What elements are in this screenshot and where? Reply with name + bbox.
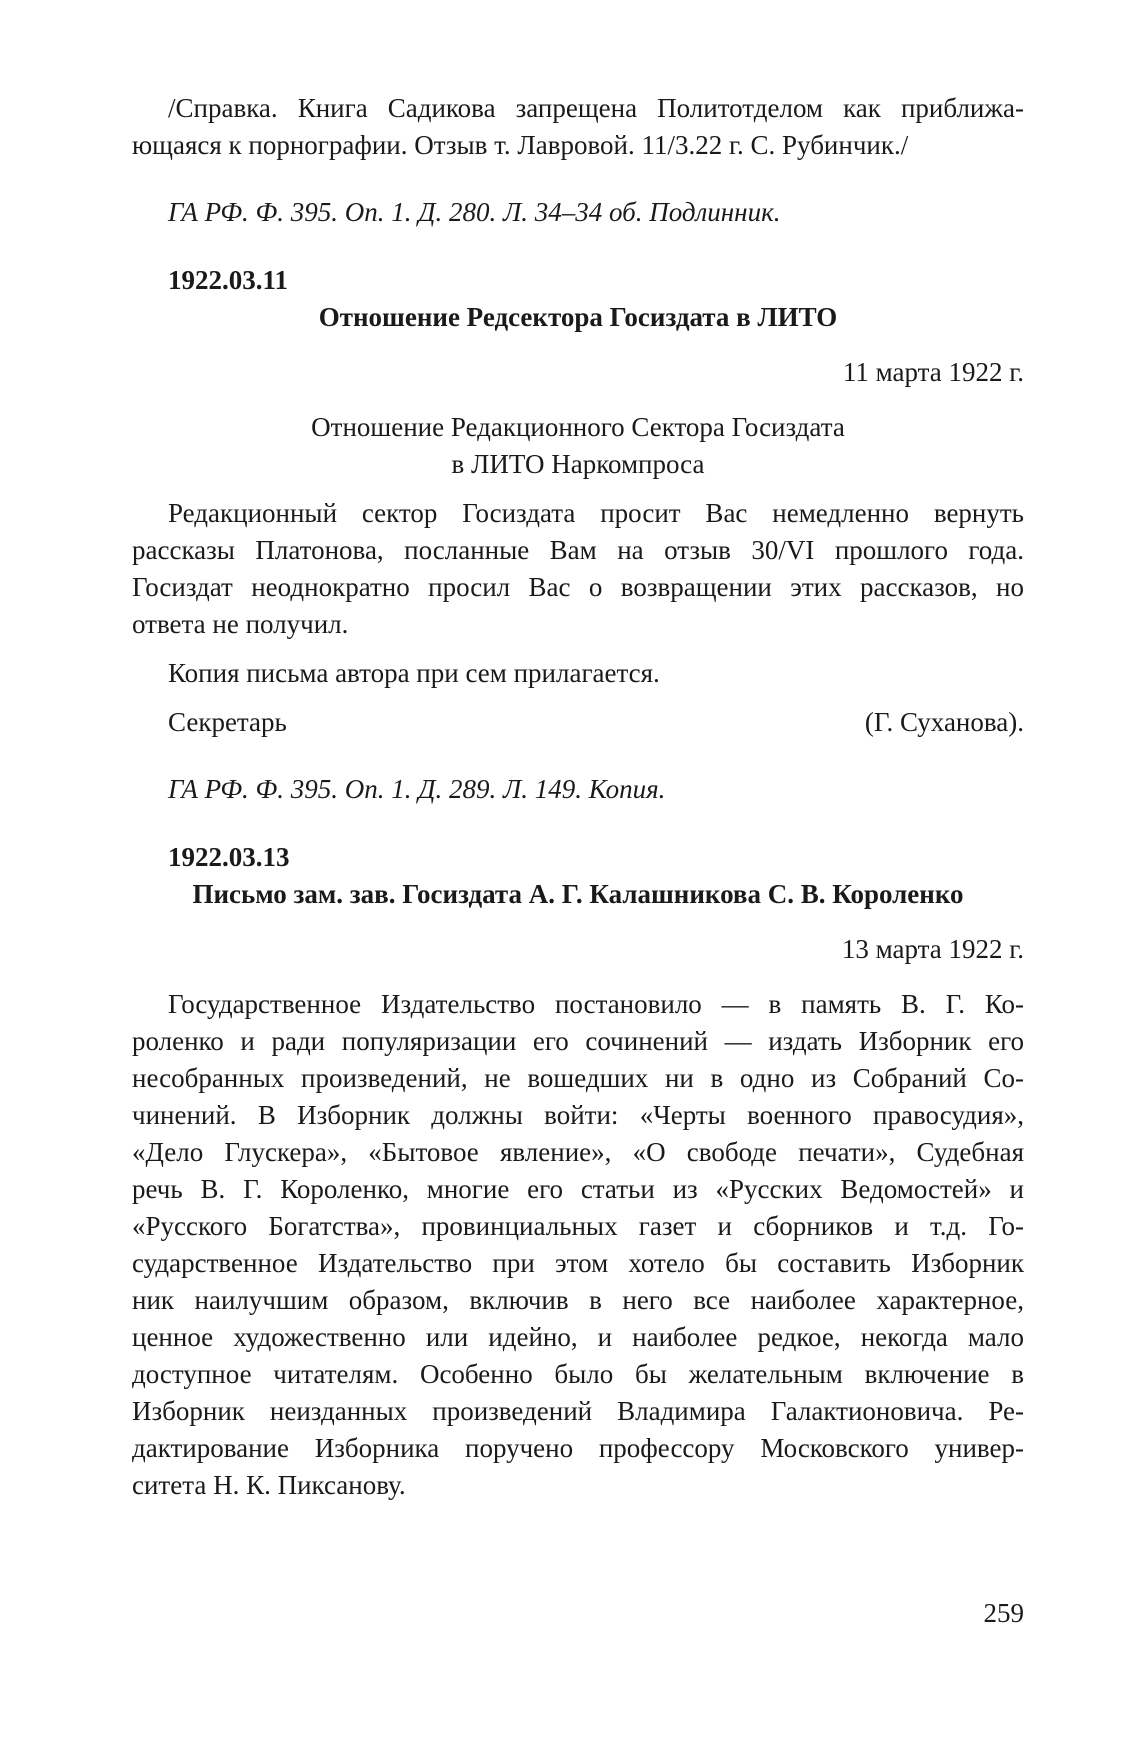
page-number: 259 <box>983 1598 1024 1628</box>
doc2-body-line-5: «Дело Глускера», «Бытовое явление», «О свободе печати», Судебная <box>132 1137 1024 1167</box>
doc1-body-line-2: рассказы Платонова, посланные Вам на отзыв 30/VI прошлого года. <box>132 535 1024 565</box>
doc1-heading-line-1: Отношение Редакционного Сектора Госиздата <box>311 412 845 442</box>
doc2-body-line-1: Государственное Издательство постановило — в память В. Г. Ко- <box>168 989 1024 1019</box>
doc1-source-citation: ГА РФ. Ф. 395. Оп. 1. Д. 289. Л. 149. Копия. <box>168 774 666 804</box>
doc1-body-line-1: Редакционный сектор Госиздата просит Вас немедленно вернуть <box>168 498 1024 528</box>
doc2-body-line-9: ник наилучшим образом, включив в него все наиболее характерное, <box>132 1285 1024 1315</box>
doc2-body-line-2: роленко и ради популяризации его сочинений — издать Изборник его <box>132 1026 1024 1056</box>
doc1-body-line-4: ответа не получил. <box>132 609 349 639</box>
doc1-attachment-note: Копия письма автора при сем прилагается. <box>168 658 660 688</box>
doc1-body-line-3: Госиздат неоднократно просил Вас о возвращении этих рассказов, но <box>132 572 1024 602</box>
doc2-body-line-3: несобранных произведений, не вошедших ни в одно из Собраний Со- <box>132 1063 1024 1093</box>
document-page <box>132 90 1024 1504</box>
doc1-signature <box>132 704 1024 741</box>
doc2-body-line-14: ситета Н. К. Пиксанову. <box>132 1470 406 1500</box>
doc2-body-paragraph <box>132 986 1024 1504</box>
doc2-body-line-7: «Русского Богатства», провинциальных газет и сборников и т.д. Го- <box>132 1211 1024 1241</box>
doc2-title: Письмо зам. зав. Госиздата А. Г. Калашникова С. В. Короленко <box>192 879 964 909</box>
doc1-heading <box>132 409 1024 483</box>
intro-line-1: /Справка. Книга Садикова запрещена Политотделом как приближа- <box>168 93 1024 123</box>
intro-source-citation: ГА РФ. Ф. 395. Оп. 1. Д. 280. Л. 34–34 об. Подлинник. <box>168 197 781 227</box>
doc2-date: 13 марта 1922 г. <box>841 934 1024 964</box>
doc2-body-line-13: дактирование Изборника поручено профессору Московского универ- <box>132 1433 1024 1463</box>
intro-paragraph <box>132 90 1024 164</box>
doc1-signature-name: (Г. Суханова). <box>864 707 1024 737</box>
doc2-body-line-12: Изборник неизданных произведений Владимира Галактионовича. Ре- <box>132 1396 1024 1426</box>
doc2-body-line-8: сударственное Издательство при этом хотело бы составить Изборник <box>132 1248 1024 1278</box>
doc2-body-line-10: ценное художественно или идейно, и наиболее редкое, некогда мало <box>132 1322 1024 1352</box>
intro-line-2: ющаяся к порнографии. Отзыв т. Лавровой. 11/3.22 г. С. Рубинчик./ <box>132 130 909 160</box>
doc2-body-line-6: речь В. Г. Короленко, многие его статьи из «Русских Ведомостей» и <box>132 1174 1024 1204</box>
doc1-date-code: 1922.03.11 <box>168 265 289 295</box>
doc1-heading-line-2: в ЛИТО Наркомпроса <box>451 449 705 479</box>
doc2-body-line-11: доступное читателям. Особенно было бы желательным включение в <box>132 1359 1024 1389</box>
doc1-body-paragraph <box>132 495 1024 643</box>
doc2-body-line-4: чинений. В Изборник должны войти: «Черты военного правосудия», <box>132 1100 1024 1130</box>
doc1-signature-role: Секретарь <box>168 707 287 737</box>
doc1-title: Отношение Редсектора Госиздата в ЛИТО <box>318 302 838 332</box>
doc2-date-code: 1922.03.13 <box>168 842 290 872</box>
doc1-date: 11 марта 1922 г. <box>842 357 1024 387</box>
